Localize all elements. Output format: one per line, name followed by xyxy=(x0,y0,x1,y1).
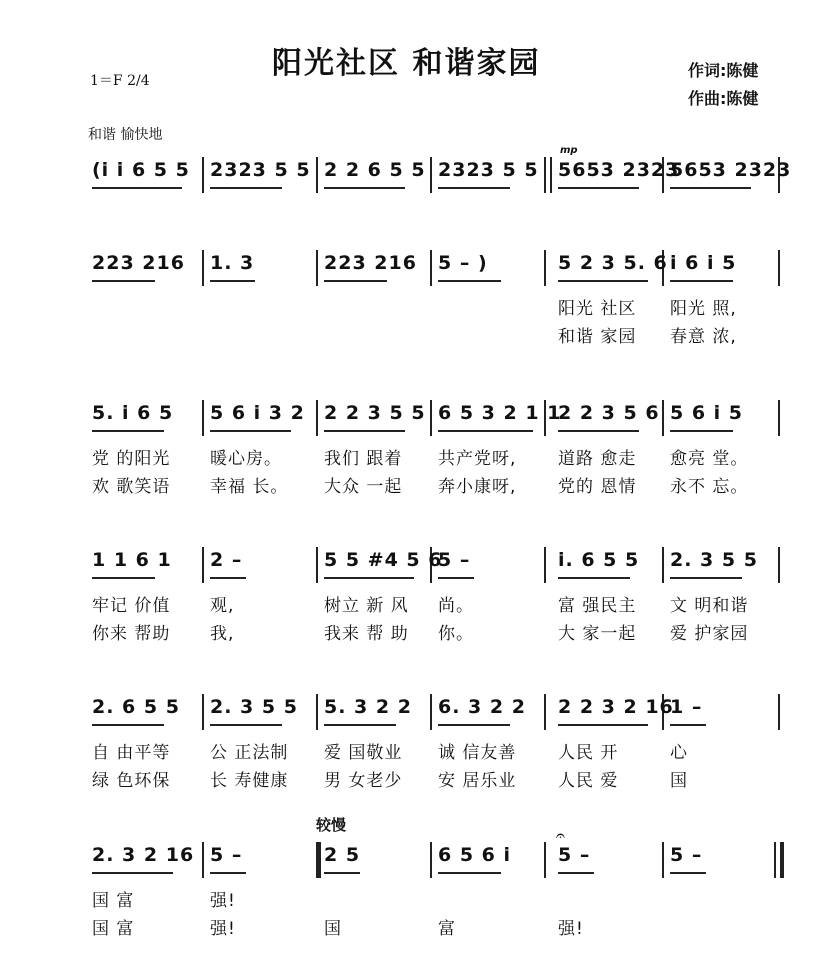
beam-line xyxy=(438,872,501,874)
beam-line xyxy=(438,280,501,282)
beam-line xyxy=(210,872,246,874)
measure-3: 5. 3 2 2 xyxy=(324,696,412,718)
tempo-marking: 较慢 xyxy=(316,816,347,834)
barline xyxy=(778,694,780,730)
beam-line xyxy=(558,872,594,874)
beam-line xyxy=(210,430,291,432)
lyric-line-2: 奔小康呀, xyxy=(438,477,517,497)
beam-line xyxy=(558,577,630,579)
system-5 xyxy=(0,692,840,802)
lyric-line-1: 强! xyxy=(210,891,236,911)
lyric-line-1: 公 正法制 xyxy=(210,743,289,763)
measure-6: 5653 2323 xyxy=(670,159,792,181)
beam-line xyxy=(210,280,255,282)
lyric-line-2: 和谐 家园 xyxy=(558,327,637,347)
expression-marking: 和谐 愉快地 xyxy=(88,127,163,143)
beam-line xyxy=(558,430,639,432)
barline xyxy=(544,250,546,286)
lyric-line-1: 愈亮 堂。 xyxy=(670,449,749,469)
barline xyxy=(316,400,318,436)
beam-line xyxy=(210,187,282,189)
measure-3: 2 5 xyxy=(324,844,361,866)
barline xyxy=(662,842,664,878)
barline xyxy=(202,694,204,730)
fermata-icon: 𝄐 xyxy=(556,826,565,845)
measure-4: 6 5 3 2 1 1 xyxy=(438,402,562,424)
measure-3: 223 216 xyxy=(324,252,417,274)
lyric-line-1: 观, xyxy=(210,596,235,616)
measure-4: 2323 5 5 xyxy=(438,159,539,181)
page-title: 阳光社区 和谐家园 xyxy=(272,46,541,81)
beam-line xyxy=(324,577,414,579)
lyric-line-2: 春意 浓, xyxy=(670,327,737,347)
beam-line xyxy=(92,187,182,189)
measure-5: 5 2 3 5. 6 xyxy=(558,252,668,274)
lyric-line-2: 长 寿健康 xyxy=(210,771,289,791)
barline xyxy=(202,400,204,436)
measure-3: 2 2 3 5 5 xyxy=(324,402,426,424)
beam-line xyxy=(438,430,533,432)
beam-line xyxy=(558,280,648,282)
beam-line xyxy=(670,430,733,432)
repeat-barline xyxy=(318,842,321,878)
lyric-line-2: 国 xyxy=(670,771,688,791)
lyric-line-1: 牢记 价值 xyxy=(92,596,171,616)
barline xyxy=(778,400,780,436)
lyric-line-2: 爱 护家园 xyxy=(670,624,749,644)
barline xyxy=(430,842,432,878)
measure-6: 1 – xyxy=(670,696,703,718)
lyric-line-2: 男 女老少 xyxy=(324,771,403,791)
barline xyxy=(662,400,664,436)
composer-credit: 作曲:陈健 xyxy=(688,89,759,108)
system-3 xyxy=(0,398,840,508)
lyric-line-2: 党的 恩情 xyxy=(558,477,637,497)
lyric-line-1: 爱 国敬业 xyxy=(324,743,403,763)
lyric-line-2: 我来 帮 助 xyxy=(324,624,409,644)
final-barline-thin xyxy=(774,842,776,878)
beam-line xyxy=(324,187,405,189)
key-time-signature: 1＝F 2/4 xyxy=(90,73,150,89)
measure-5: 5653 2323 xyxy=(558,159,680,181)
barline xyxy=(202,842,204,878)
lyric-line-1: 树立 新 风 xyxy=(324,596,409,616)
measure-5: 2 2 3 2 16 xyxy=(558,696,674,718)
lyric-line-2: 大众 一起 xyxy=(324,477,403,497)
system-4 xyxy=(0,545,840,655)
lyric-line-1: 自 由平等 xyxy=(92,743,171,763)
lyric-line-2: 国 xyxy=(324,919,342,939)
measure-1: 1 1 6 1 xyxy=(92,549,172,571)
beam-line xyxy=(92,577,155,579)
lyric-line-2: 你。 xyxy=(438,624,474,644)
beam-line xyxy=(670,872,706,874)
beam-line xyxy=(670,724,706,726)
beam-line xyxy=(92,872,173,874)
measure-4: 6. 3 2 2 xyxy=(438,696,526,718)
measure-4: 5 – xyxy=(438,549,471,571)
lyric-line-1: 心 xyxy=(670,743,688,763)
lyric-line-1: 道路 愈走 xyxy=(558,449,637,469)
measure-1: 2. 3 2 16 xyxy=(92,844,195,866)
beam-line xyxy=(558,187,639,189)
barline xyxy=(544,547,546,583)
lyric-line-2: 我, xyxy=(210,624,235,644)
lyric-line-1: 阳光 社区 xyxy=(558,299,637,319)
barline xyxy=(202,157,204,193)
beam-line xyxy=(558,724,648,726)
lyric-line-2: 安 居乐业 xyxy=(438,771,517,791)
lyric-line-2: 大 家一起 xyxy=(558,624,637,644)
lyric-line-1: 国 富 xyxy=(92,891,135,911)
barline xyxy=(316,157,318,193)
barline xyxy=(778,250,780,286)
beam-line xyxy=(438,577,474,579)
barline xyxy=(550,157,552,193)
measure-1: 223 216 xyxy=(92,252,185,274)
beam-line xyxy=(92,724,164,726)
measure-3: 2 2 6 5 5 xyxy=(324,159,426,181)
lyric-line-1: 诚 信友善 xyxy=(438,743,517,763)
lyric-line-1: 我们 跟着 xyxy=(324,449,403,469)
measure-4: 5 – ) xyxy=(438,252,488,274)
lyric-line-2: 你来 帮助 xyxy=(92,624,171,644)
lyric-line-2: 永不 忘。 xyxy=(670,477,749,497)
beam-line xyxy=(670,577,742,579)
lyric-line-1: 共产党呀, xyxy=(438,449,517,469)
measure-3: 5 5 #4 5 6 xyxy=(324,549,443,571)
measure-1: (i i 6 5 5 xyxy=(92,159,190,181)
barline xyxy=(316,694,318,730)
beam-line xyxy=(324,872,360,874)
barline xyxy=(316,250,318,286)
lyric-line-1: 尚。 xyxy=(438,596,474,616)
measure-2: 5 6 i 3 2 xyxy=(210,402,305,424)
lyric-line-1: 人民 开 xyxy=(558,743,619,763)
beam-line xyxy=(324,430,405,432)
measure-2: 1. 3 xyxy=(210,252,255,274)
lyric-line-2: 幸福 长。 xyxy=(210,477,289,497)
lyric-line-2: 人民 爱 xyxy=(558,771,619,791)
measure-5: 2 2 3 5 6 xyxy=(558,402,660,424)
measure-6: 2. 3 5 5 xyxy=(670,549,758,571)
measure-2: 2323 5 5 xyxy=(210,159,311,181)
beam-line xyxy=(324,280,387,282)
barline xyxy=(778,547,780,583)
beam-line xyxy=(670,280,733,282)
lyric-line-1: 暖心房。 xyxy=(210,449,282,469)
lyric-line-1: 富 强民主 xyxy=(558,596,637,616)
barline xyxy=(544,842,546,878)
lyric-line-2: 国 富 xyxy=(92,919,135,939)
lyric-line-2: 强! xyxy=(210,919,236,939)
barline xyxy=(544,694,546,730)
beam-line xyxy=(210,577,246,579)
barline xyxy=(202,250,204,286)
system-6 xyxy=(0,816,840,950)
measure-2: 5 – xyxy=(210,844,243,866)
measure-6: i 6 i 5 xyxy=(670,252,737,274)
beam-line xyxy=(210,724,282,726)
beam-line xyxy=(670,187,751,189)
barline xyxy=(202,547,204,583)
beam-line xyxy=(438,724,510,726)
measure-1: 2. 6 5 5 xyxy=(92,696,180,718)
beam-line xyxy=(92,430,164,432)
lyricist-credit: 作词:陈健 xyxy=(688,61,759,80)
measure-1: 5. i 6 5 xyxy=(92,402,174,424)
measure-6: 5 – xyxy=(670,844,703,866)
barline xyxy=(662,547,664,583)
beam-line xyxy=(438,187,510,189)
lyric-line-2: 强! xyxy=(558,919,584,939)
measure-5: 5 – xyxy=(558,844,591,866)
lyric-line-2: 富 xyxy=(438,919,456,939)
barline xyxy=(430,694,432,730)
measure-2: 2 – xyxy=(210,549,243,571)
lyric-line-2: 绿 色环保 xyxy=(92,771,171,791)
measure-5: i. 6 5 5 xyxy=(558,549,640,571)
lyric-line-1: 文 明和谐 xyxy=(670,596,749,616)
barline xyxy=(430,157,432,193)
system-2 xyxy=(0,248,840,358)
beam-line xyxy=(92,280,155,282)
lyric-line-1: 阳光 照, xyxy=(670,299,737,319)
dynamic-marking: mp xyxy=(560,145,578,156)
barline xyxy=(430,400,432,436)
barline xyxy=(430,250,432,286)
measure-4: 6 5 6 i xyxy=(438,844,512,866)
final-barline-thick xyxy=(780,842,784,878)
barline xyxy=(544,157,546,193)
measure-2: 2. 3 5 5 xyxy=(210,696,298,718)
beam-line xyxy=(324,724,396,726)
measure-6: 5 6 i 5 xyxy=(670,402,744,424)
lyric-line-2: 欢 歌笑语 xyxy=(92,477,171,497)
barline xyxy=(316,547,318,583)
lyric-line-1: 党 的阳光 xyxy=(92,449,171,469)
